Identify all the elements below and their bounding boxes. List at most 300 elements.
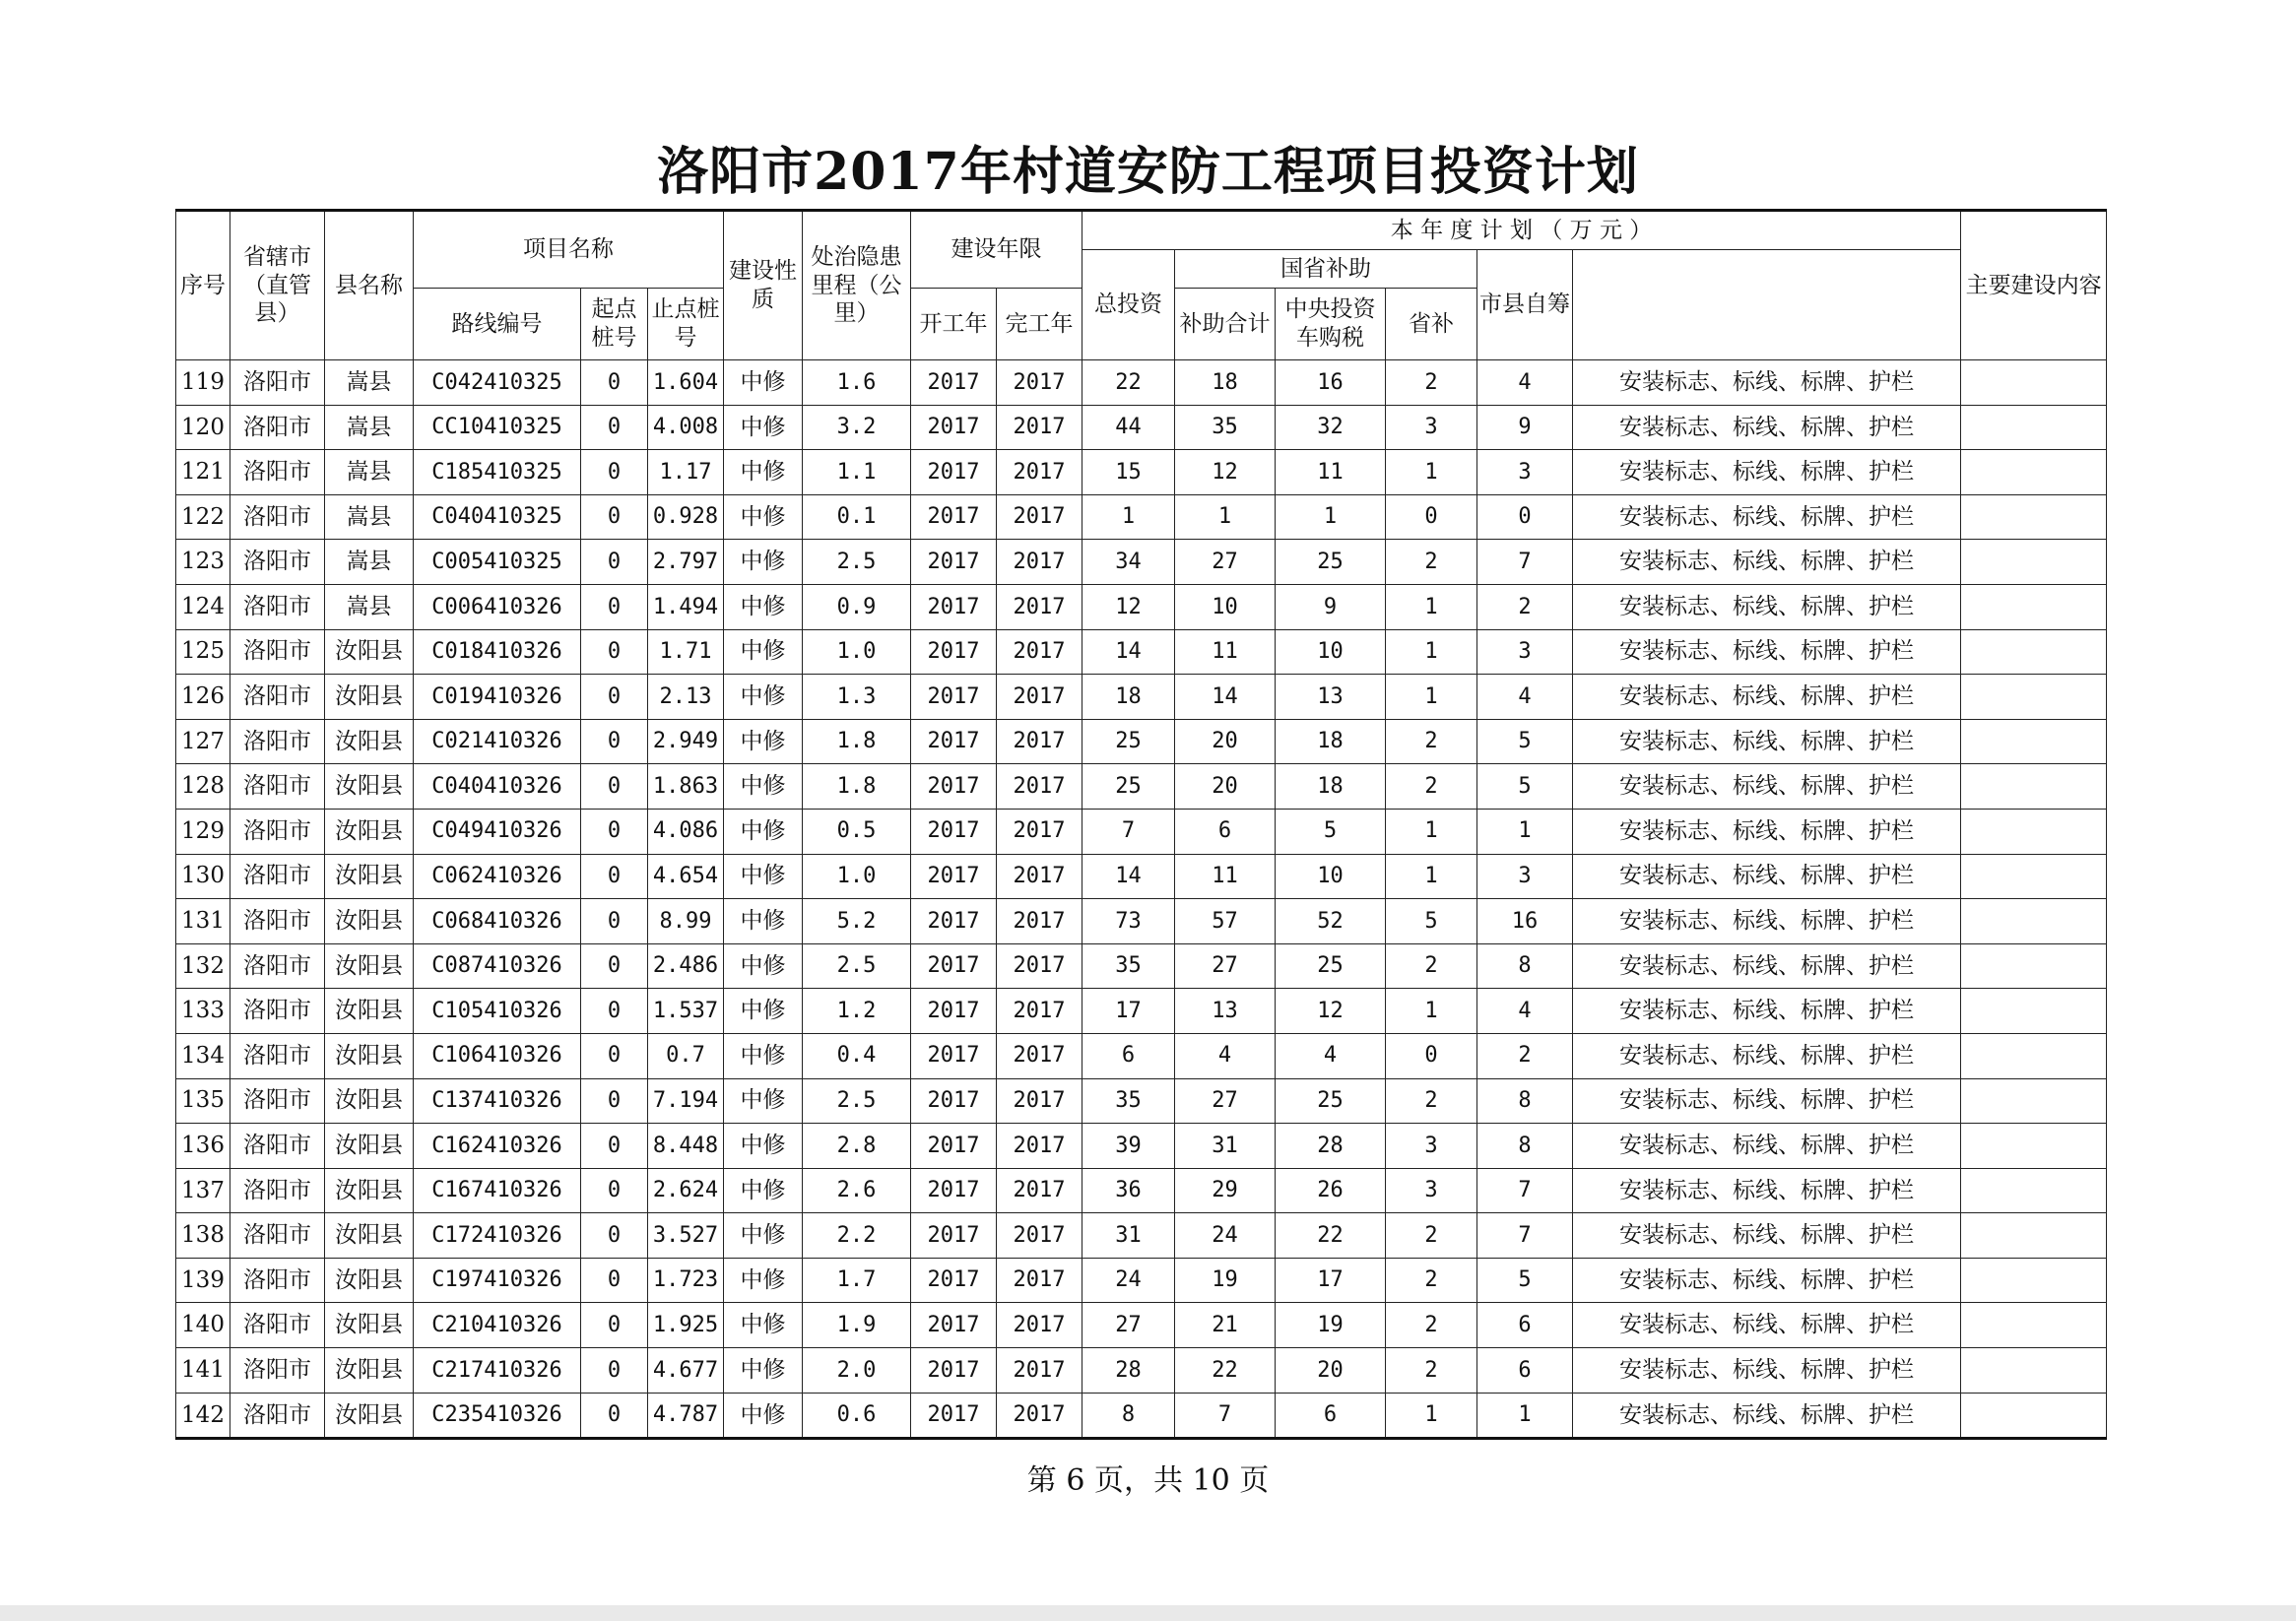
cell-nature: 中修 bbox=[724, 360, 803, 406]
cell-city: 洛阳市 bbox=[230, 405, 325, 450]
cell-seq: 132 bbox=[176, 943, 230, 989]
cell-county: 汝阳县 bbox=[325, 1213, 414, 1259]
document-title: 洛阳市2017年村道安防工程项目投资计划 bbox=[657, 142, 1639, 202]
cell-mileage: 0.9 bbox=[803, 584, 911, 629]
cell-start-stake: 0 bbox=[581, 450, 648, 495]
cell-provincial: 2 bbox=[1386, 1078, 1477, 1124]
cell-subsidy-total: 18 bbox=[1175, 360, 1276, 406]
cell-provincial: 1 bbox=[1386, 675, 1477, 720]
cell-self-funded: 2 bbox=[1477, 584, 1573, 629]
cell-self-funded: 4 bbox=[1477, 360, 1573, 406]
header-nature: 建设性质 bbox=[724, 211, 803, 360]
cell-subsidy-total: 27 bbox=[1175, 943, 1276, 989]
cell-remark bbox=[1961, 809, 2107, 854]
cell-end-year: 2017 bbox=[997, 943, 1082, 989]
cell-nature: 中修 bbox=[724, 1213, 803, 1259]
cell-provincial: 3 bbox=[1386, 1168, 1477, 1213]
table-row bbox=[176, 450, 2107, 495]
cell-provincial: 5 bbox=[1386, 899, 1477, 944]
cell-seq: 140 bbox=[176, 1303, 230, 1348]
cell-subsidy-total: 12 bbox=[1175, 450, 1276, 495]
cell-end-year: 2017 bbox=[997, 989, 1082, 1034]
header-county: 县名称 bbox=[325, 211, 414, 360]
cell-self-funded: 5 bbox=[1477, 719, 1573, 764]
cell-route-code: C040410326 bbox=[414, 764, 581, 810]
cell-total: 7 bbox=[1082, 809, 1175, 854]
cell-start-year: 2017 bbox=[911, 764, 997, 810]
cell-central: 18 bbox=[1276, 719, 1386, 764]
cell-nature: 中修 bbox=[724, 1078, 803, 1124]
cell-county: 汝阳县 bbox=[325, 899, 414, 944]
cell-end-stake: 1.71 bbox=[648, 629, 724, 675]
cell-end-year: 2017 bbox=[997, 1348, 1082, 1394]
header-mileage: 处治隐患里程（公里） bbox=[803, 211, 911, 360]
cell-end-year: 2017 bbox=[997, 1078, 1082, 1124]
cell-end-year: 2017 bbox=[997, 494, 1082, 540]
cell-remark bbox=[1961, 1213, 2107, 1259]
cell-start-stake: 0 bbox=[581, 1258, 648, 1303]
cell-route-code: C040410325 bbox=[414, 494, 581, 540]
cell-subsidy-total: 11 bbox=[1175, 629, 1276, 675]
cell-end-stake: 1.494 bbox=[648, 584, 724, 629]
cell-central: 10 bbox=[1276, 854, 1386, 899]
table-row bbox=[176, 943, 2107, 989]
cell-remark bbox=[1961, 1168, 2107, 1213]
cell-seq: 138 bbox=[176, 1213, 230, 1259]
cell-content: 安装标志、标线、标牌、护栏 bbox=[1573, 854, 1961, 899]
header-total: 总投资 bbox=[1082, 250, 1175, 360]
cell-route-code: C197410326 bbox=[414, 1258, 581, 1303]
cell-start-year: 2017 bbox=[911, 1303, 997, 1348]
cell-total: 22 bbox=[1082, 360, 1175, 406]
table-row bbox=[176, 1303, 2107, 1348]
cell-mileage: 1.3 bbox=[803, 675, 911, 720]
cell-self-funded: 16 bbox=[1477, 899, 1573, 944]
cell-city: 洛阳市 bbox=[230, 540, 325, 585]
cell-route-code: C018410326 bbox=[414, 629, 581, 675]
cell-start-stake: 0 bbox=[581, 719, 648, 764]
cell-route-code: C185410325 bbox=[414, 450, 581, 495]
table-row bbox=[176, 360, 2107, 406]
cell-total: 25 bbox=[1082, 719, 1175, 764]
cell-nature: 中修 bbox=[724, 1348, 803, 1394]
cell-seq: 121 bbox=[176, 450, 230, 495]
cell-county: 汝阳县 bbox=[325, 854, 414, 899]
cell-end-stake: 1.604 bbox=[648, 360, 724, 406]
cell-city: 洛阳市 bbox=[230, 360, 325, 406]
cell-seq: 133 bbox=[176, 989, 230, 1034]
cell-provincial: 2 bbox=[1386, 1303, 1477, 1348]
cell-subsidy-total: 7 bbox=[1175, 1393, 1276, 1439]
cell-county: 汝阳县 bbox=[325, 1078, 414, 1124]
cell-mileage: 1.1 bbox=[803, 450, 911, 495]
cell-total: 35 bbox=[1082, 1078, 1175, 1124]
header-subsidy-total: 补助合计 bbox=[1175, 289, 1276, 360]
cell-central: 1 bbox=[1276, 494, 1386, 540]
cell-self-funded: 4 bbox=[1477, 675, 1573, 720]
cell-content: 安装标志、标线、标牌、护栏 bbox=[1573, 450, 1961, 495]
table-row bbox=[176, 1258, 2107, 1303]
cell-total: 28 bbox=[1082, 1348, 1175, 1394]
cell-seq: 128 bbox=[176, 764, 230, 810]
cell-start-stake: 0 bbox=[581, 629, 648, 675]
cell-route-code: C167410326 bbox=[414, 1168, 581, 1213]
cell-self-funded: 6 bbox=[1477, 1348, 1573, 1394]
cell-start-year: 2017 bbox=[911, 854, 997, 899]
cell-start-year: 2017 bbox=[911, 899, 997, 944]
cell-provincial: 2 bbox=[1386, 1213, 1477, 1259]
cell-subsidy-total: 10 bbox=[1175, 584, 1276, 629]
cell-seq: 129 bbox=[176, 809, 230, 854]
cell-mileage: 2.6 bbox=[803, 1168, 911, 1213]
cell-nature: 中修 bbox=[724, 719, 803, 764]
header-start-year: 开工年 bbox=[911, 289, 997, 360]
cell-mileage: 1.8 bbox=[803, 764, 911, 810]
cell-central: 26 bbox=[1276, 1168, 1386, 1213]
cell-remark bbox=[1961, 540, 2107, 585]
cell-central: 32 bbox=[1276, 405, 1386, 450]
cell-route-code: C105410326 bbox=[414, 989, 581, 1034]
cell-remark bbox=[1961, 629, 2107, 675]
cell-central: 20 bbox=[1276, 1348, 1386, 1394]
cell-county: 汝阳县 bbox=[325, 629, 414, 675]
cell-total: 6 bbox=[1082, 1033, 1175, 1078]
cell-start-stake: 0 bbox=[581, 494, 648, 540]
cell-mileage: 5.2 bbox=[803, 899, 911, 944]
cell-total: 14 bbox=[1082, 629, 1175, 675]
cell-content: 安装标志、标线、标牌、护栏 bbox=[1573, 764, 1961, 810]
cell-subsidy-total: 22 bbox=[1175, 1348, 1276, 1394]
table-row bbox=[176, 764, 2107, 810]
cell-content: 安装标志、标线、标牌、护栏 bbox=[1573, 1348, 1961, 1394]
cell-end-stake: 1.863 bbox=[648, 764, 724, 810]
cell-mileage: 2.5 bbox=[803, 1078, 911, 1124]
cell-county: 汝阳县 bbox=[325, 1124, 414, 1169]
cell-mileage: 1.7 bbox=[803, 1258, 911, 1303]
cell-county: 嵩县 bbox=[325, 584, 414, 629]
table-row bbox=[176, 719, 2107, 764]
cell-mileage: 1.0 bbox=[803, 629, 911, 675]
cell-nature: 中修 bbox=[724, 1258, 803, 1303]
cell-end-stake: 4.654 bbox=[648, 854, 724, 899]
cell-start-stake: 0 bbox=[581, 1033, 648, 1078]
cell-end-stake: 7.194 bbox=[648, 1078, 724, 1124]
cell-mileage: 2.0 bbox=[803, 1348, 911, 1394]
cell-self-funded: 8 bbox=[1477, 943, 1573, 989]
header-self-funded: 市县自筹 bbox=[1477, 250, 1573, 360]
cell-start-stake: 0 bbox=[581, 809, 648, 854]
cell-content: 安装标志、标线、标牌、护栏 bbox=[1573, 809, 1961, 854]
cell-route-code: C106410326 bbox=[414, 1033, 581, 1078]
table-row bbox=[176, 675, 2107, 720]
cell-remark bbox=[1961, 405, 2107, 450]
cell-start-stake: 0 bbox=[581, 854, 648, 899]
cell-provincial: 1 bbox=[1386, 629, 1477, 675]
cell-start-year: 2017 bbox=[911, 1348, 997, 1394]
cell-nature: 中修 bbox=[724, 1124, 803, 1169]
cell-end-year: 2017 bbox=[997, 1213, 1082, 1259]
cell-remark bbox=[1961, 1078, 2107, 1124]
cell-route-code: C042410325 bbox=[414, 360, 581, 406]
cell-mileage: 1.2 bbox=[803, 989, 911, 1034]
cell-city: 洛阳市 bbox=[230, 1033, 325, 1078]
cell-content: 安装标志、标线、标牌、护栏 bbox=[1573, 584, 1961, 629]
cell-end-stake: 1.537 bbox=[648, 989, 724, 1034]
cell-central: 52 bbox=[1276, 899, 1386, 944]
cell-end-stake: 0.928 bbox=[648, 494, 724, 540]
cell-seq: 134 bbox=[176, 1033, 230, 1078]
cell-total: 12 bbox=[1082, 584, 1175, 629]
cell-total: 31 bbox=[1082, 1213, 1175, 1259]
cell-start-year: 2017 bbox=[911, 809, 997, 854]
header-annual-plan: 本 年 度 计 划 （ 万 元 ） bbox=[1082, 211, 1961, 250]
cell-start-stake: 0 bbox=[581, 899, 648, 944]
cell-mileage: 1.0 bbox=[803, 854, 911, 899]
cell-provincial: 2 bbox=[1386, 943, 1477, 989]
cell-seq: 130 bbox=[176, 854, 230, 899]
cell-county: 汝阳县 bbox=[325, 1393, 414, 1439]
cell-provincial: 0 bbox=[1386, 1033, 1477, 1078]
cell-route-code: C005410325 bbox=[414, 540, 581, 585]
cell-seq: 141 bbox=[176, 1348, 230, 1394]
cell-end-year: 2017 bbox=[997, 1393, 1082, 1439]
cell-county: 汝阳县 bbox=[325, 1348, 414, 1394]
cell-central: 18 bbox=[1276, 764, 1386, 810]
cell-remark bbox=[1961, 360, 2107, 406]
cell-start-year: 2017 bbox=[911, 943, 997, 989]
cell-start-year: 2017 bbox=[911, 450, 997, 495]
cell-end-stake: 2.797 bbox=[648, 540, 724, 585]
cell-total: 17 bbox=[1082, 989, 1175, 1034]
header-start-stake: 起点桩号 bbox=[581, 289, 648, 360]
cell-self-funded: 5 bbox=[1477, 764, 1573, 810]
cell-mileage: 1.9 bbox=[803, 1303, 911, 1348]
cell-central: 25 bbox=[1276, 943, 1386, 989]
cell-end-year: 2017 bbox=[997, 675, 1082, 720]
cell-subsidy-total: 20 bbox=[1175, 764, 1276, 810]
cell-nature: 中修 bbox=[724, 943, 803, 989]
cell-start-stake: 0 bbox=[581, 1213, 648, 1259]
page-footer: 第 6 页，共 10 页 bbox=[1026, 1463, 1270, 1498]
header-central: 中央投资车购税 bbox=[1276, 289, 1386, 360]
cell-route-code: C068410326 bbox=[414, 899, 581, 944]
cell-end-stake: 3.527 bbox=[648, 1213, 724, 1259]
cell-nature: 中修 bbox=[724, 899, 803, 944]
cell-start-year: 2017 bbox=[911, 584, 997, 629]
cell-end-year: 2017 bbox=[997, 1303, 1082, 1348]
cell-central: 25 bbox=[1276, 540, 1386, 585]
cell-start-stake: 0 bbox=[581, 1303, 648, 1348]
cell-central: 25 bbox=[1276, 1078, 1386, 1124]
cell-remark bbox=[1961, 989, 2107, 1034]
cell-start-stake: 0 bbox=[581, 675, 648, 720]
table-row bbox=[176, 1168, 2107, 1213]
cell-start-year: 2017 bbox=[911, 989, 997, 1034]
cell-content: 安装标志、标线、标牌、护栏 bbox=[1573, 1124, 1961, 1169]
cell-route-code: C172410326 bbox=[414, 1213, 581, 1259]
cell-remark bbox=[1961, 1124, 2107, 1169]
cell-seq: 125 bbox=[176, 629, 230, 675]
cell-end-stake: 0.7 bbox=[648, 1033, 724, 1078]
cell-remark bbox=[1961, 899, 2107, 944]
cell-city: 洛阳市 bbox=[230, 943, 325, 989]
cell-end-year: 2017 bbox=[997, 854, 1082, 899]
cell-start-stake: 0 bbox=[581, 584, 648, 629]
cell-route-code: C087410326 bbox=[414, 943, 581, 989]
cell-seq: 124 bbox=[176, 584, 230, 629]
cell-subsidy-total: 4 bbox=[1175, 1033, 1276, 1078]
cell-nature: 中修 bbox=[724, 854, 803, 899]
cell-route-code: C006410326 bbox=[414, 584, 581, 629]
table-row bbox=[176, 989, 2107, 1034]
cell-nature: 中修 bbox=[724, 764, 803, 810]
cell-county: 汝阳县 bbox=[325, 719, 414, 764]
cell-start-year: 2017 bbox=[911, 540, 997, 585]
cell-provincial: 2 bbox=[1386, 1348, 1477, 1394]
cell-city: 洛阳市 bbox=[230, 1168, 325, 1213]
cell-remark bbox=[1961, 764, 2107, 810]
cell-start-stake: 0 bbox=[581, 1078, 648, 1124]
cell-subsidy-total: 27 bbox=[1175, 1078, 1276, 1124]
cell-end-stake: 1.17 bbox=[648, 450, 724, 495]
cell-nature: 中修 bbox=[724, 989, 803, 1034]
table-body bbox=[176, 360, 2107, 1439]
cell-start-year: 2017 bbox=[911, 1213, 997, 1259]
cell-county: 汝阳县 bbox=[325, 1303, 414, 1348]
cell-nature: 中修 bbox=[724, 809, 803, 854]
cell-total: 73 bbox=[1082, 899, 1175, 944]
cell-city: 洛阳市 bbox=[230, 1124, 325, 1169]
cell-self-funded: 8 bbox=[1477, 1124, 1573, 1169]
cell-nature: 中修 bbox=[724, 1393, 803, 1439]
header-end-stake: 止点桩号 bbox=[648, 289, 724, 360]
cell-central: 5 bbox=[1276, 809, 1386, 854]
cell-remark bbox=[1961, 719, 2107, 764]
cell-subsidy-total: 24 bbox=[1175, 1213, 1276, 1259]
cell-total: 39 bbox=[1082, 1124, 1175, 1169]
cell-total: 36 bbox=[1082, 1168, 1175, 1213]
cell-start-year: 2017 bbox=[911, 1168, 997, 1213]
cell-remark bbox=[1961, 1348, 2107, 1394]
cell-subsidy-total: 20 bbox=[1175, 719, 1276, 764]
cell-provincial: 2 bbox=[1386, 360, 1477, 406]
cell-county: 汝阳县 bbox=[325, 1033, 414, 1078]
cell-seq: 139 bbox=[176, 1258, 230, 1303]
cell-start-year: 2017 bbox=[911, 719, 997, 764]
cell-end-stake: 2.624 bbox=[648, 1168, 724, 1213]
cell-content: 安装标志、标线、标牌、护栏 bbox=[1573, 719, 1961, 764]
cell-route-code: C021410326 bbox=[414, 719, 581, 764]
cell-central: 19 bbox=[1276, 1303, 1386, 1348]
cell-start-stake: 0 bbox=[581, 1348, 648, 1394]
investment-plan-table bbox=[175, 209, 2107, 1440]
cell-city: 洛阳市 bbox=[230, 719, 325, 764]
cell-city: 洛阳市 bbox=[230, 1213, 325, 1259]
cell-end-year: 2017 bbox=[997, 629, 1082, 675]
cell-total: 18 bbox=[1082, 675, 1175, 720]
cell-end-year: 2017 bbox=[997, 405, 1082, 450]
cell-content: 安装标志、标线、标牌、护栏 bbox=[1573, 1033, 1961, 1078]
table-row bbox=[176, 899, 2107, 944]
cell-city: 洛阳市 bbox=[230, 1078, 325, 1124]
cell-city: 洛阳市 bbox=[230, 1348, 325, 1394]
cell-county: 嵩县 bbox=[325, 405, 414, 450]
cell-city: 洛阳市 bbox=[230, 629, 325, 675]
cell-end-stake: 8.448 bbox=[648, 1124, 724, 1169]
cell-mileage: 3.2 bbox=[803, 405, 911, 450]
table-row bbox=[176, 405, 2107, 450]
cell-mileage: 2.5 bbox=[803, 540, 911, 585]
cell-remark bbox=[1961, 584, 2107, 629]
cell-self-funded: 2 bbox=[1477, 1033, 1573, 1078]
cell-city: 洛阳市 bbox=[230, 809, 325, 854]
cell-self-funded: 5 bbox=[1477, 1258, 1573, 1303]
cell-subsidy-total: 11 bbox=[1175, 854, 1276, 899]
cell-county: 汝阳县 bbox=[325, 1258, 414, 1303]
cell-content: 安装标志、标线、标牌、护栏 bbox=[1573, 405, 1961, 450]
cell-nature: 中修 bbox=[724, 540, 803, 585]
table-row bbox=[176, 1124, 2107, 1169]
cell-content: 安装标志、标线、标牌、护栏 bbox=[1573, 1168, 1961, 1213]
cell-seq: 123 bbox=[176, 540, 230, 585]
cell-self-funded: 7 bbox=[1477, 1168, 1573, 1213]
cell-content: 安装标志、标线、标牌、护栏 bbox=[1573, 360, 1961, 406]
table-row bbox=[176, 1213, 2107, 1259]
cell-remark bbox=[1961, 675, 2107, 720]
cell-provincial: 2 bbox=[1386, 1258, 1477, 1303]
header-provincial: 省补 bbox=[1386, 289, 1477, 360]
cell-mileage: 0.6 bbox=[803, 1393, 911, 1439]
table-row bbox=[176, 854, 2107, 899]
cell-subsidy-total: 6 bbox=[1175, 809, 1276, 854]
cell-mileage: 0.1 bbox=[803, 494, 911, 540]
cell-seq: 137 bbox=[176, 1168, 230, 1213]
cell-subsidy-total: 13 bbox=[1175, 989, 1276, 1034]
cell-nature: 中修 bbox=[724, 450, 803, 495]
cell-start-year: 2017 bbox=[911, 629, 997, 675]
cell-seq: 127 bbox=[176, 719, 230, 764]
cell-seq: 126 bbox=[176, 675, 230, 720]
cell-self-funded: 1 bbox=[1477, 809, 1573, 854]
table-row bbox=[176, 540, 2107, 585]
cell-county: 嵩县 bbox=[325, 540, 414, 585]
cell-seq: 142 bbox=[176, 1393, 230, 1439]
cell-city: 洛阳市 bbox=[230, 1303, 325, 1348]
table-row bbox=[176, 1348, 2107, 1394]
cell-content: 安装标志、标线、标牌、护栏 bbox=[1573, 1303, 1961, 1348]
cell-self-funded: 0 bbox=[1477, 494, 1573, 540]
cell-central: 4 bbox=[1276, 1033, 1386, 1078]
cell-total: 25 bbox=[1082, 764, 1175, 810]
cell-content: 安装标志、标线、标牌、护栏 bbox=[1573, 540, 1961, 585]
cell-nature: 中修 bbox=[724, 1033, 803, 1078]
cell-start-year: 2017 bbox=[911, 405, 997, 450]
cell-remark bbox=[1961, 1393, 2107, 1439]
cell-seq: 131 bbox=[176, 899, 230, 944]
cell-end-stake: 4.677 bbox=[648, 1348, 724, 1394]
cell-start-year: 2017 bbox=[911, 1258, 997, 1303]
cell-content: 安装标志、标线、标牌、护栏 bbox=[1573, 494, 1961, 540]
cell-content: 安装标志、标线、标牌、护栏 bbox=[1573, 1078, 1961, 1124]
cell-remark bbox=[1961, 1033, 2107, 1078]
header-end-year: 完工年 bbox=[997, 289, 1082, 360]
cell-start-stake: 0 bbox=[581, 540, 648, 585]
cell-total: 35 bbox=[1082, 943, 1175, 989]
table-row bbox=[176, 809, 2107, 854]
sheet-edge bbox=[0, 1605, 2296, 1621]
cell-start-year: 2017 bbox=[911, 494, 997, 540]
cell-city: 洛阳市 bbox=[230, 989, 325, 1034]
